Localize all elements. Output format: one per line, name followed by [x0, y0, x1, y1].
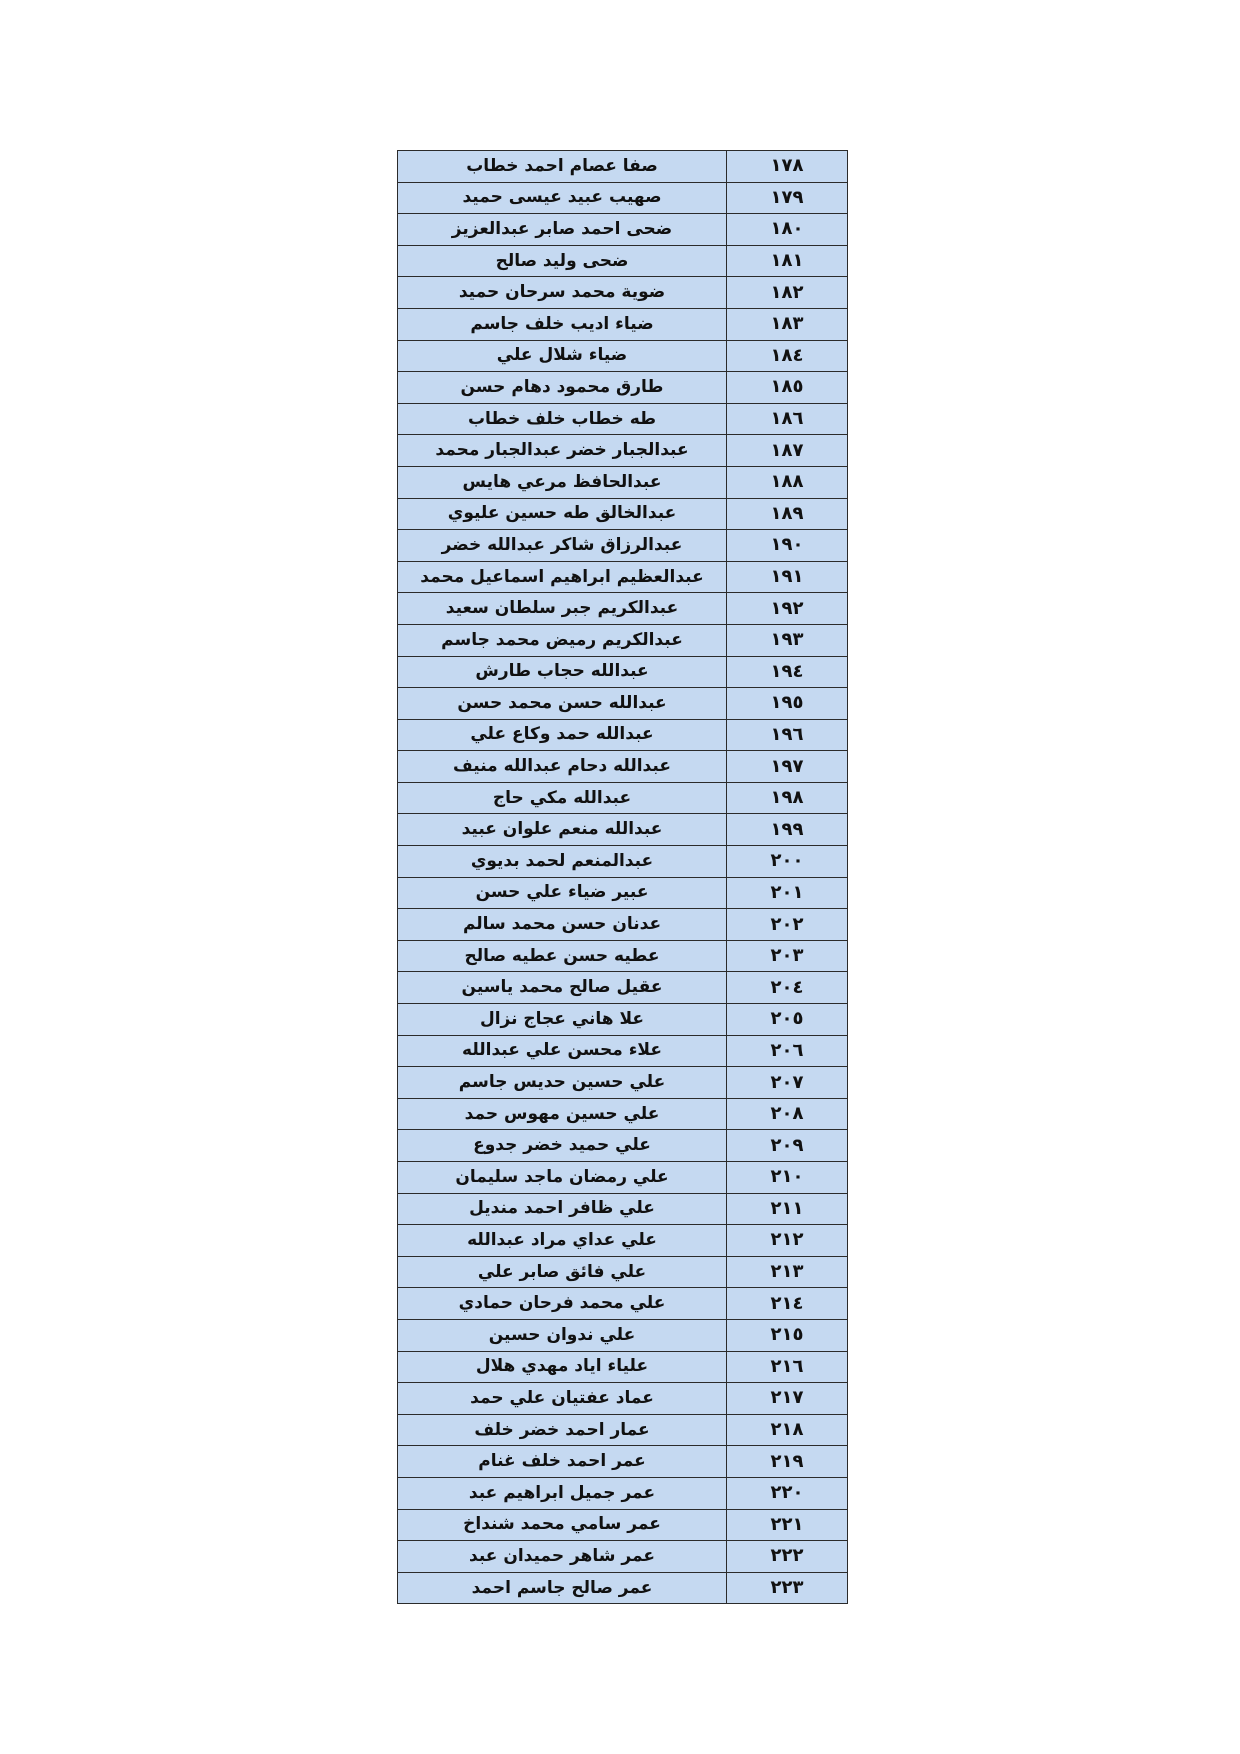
name-cell: عماد عفتيان علي حمد — [398, 1383, 727, 1415]
name-cell: عمر جميل ابراهيم عبد — [398, 1477, 727, 1509]
table-row — [398, 1193, 848, 1225]
table-row — [398, 498, 848, 530]
table-row — [398, 1035, 848, 1067]
name-cell: علي ظافر احمد منديل — [398, 1193, 727, 1225]
number-cell: ١٩٥ — [727, 688, 848, 720]
number-cell: ١٨٣ — [727, 308, 848, 340]
table-row — [398, 593, 848, 625]
number-cell: ٢١٥ — [727, 1319, 848, 1351]
name-cell: عطيه حسن عطيه صالح — [398, 940, 727, 972]
table-row — [398, 719, 848, 751]
table-row — [398, 624, 848, 656]
number-cell: ٢٠٢ — [727, 909, 848, 941]
name-cell: عبدالله مكي حاج — [398, 782, 727, 814]
number-cell: ١٨٧ — [727, 435, 848, 467]
number-cell: ١٩٠ — [727, 530, 848, 562]
number-cell: ٢١٠ — [727, 1162, 848, 1194]
name-cell: عبدالعظيم ابراهيم اسماعيل محمد — [398, 561, 727, 593]
name-cell: عبدالجبار خضر عبدالجبار محمد — [398, 435, 727, 467]
names-table — [397, 150, 848, 1604]
name-cell: علي حميد خضر جدوع — [398, 1130, 727, 1162]
name-cell: علي حسين حديس جاسم — [398, 1067, 727, 1099]
table-row — [398, 1509, 848, 1541]
number-cell: ٢١١ — [727, 1193, 848, 1225]
name-cell: علاء محسن علي عبدالله — [398, 1035, 727, 1067]
number-cell: ١٩٧ — [727, 751, 848, 783]
name-cell: عمر احمد خلف غنام — [398, 1446, 727, 1478]
table-row — [398, 1130, 848, 1162]
name-cell: عبدالله حمد وكاع علي — [398, 719, 727, 751]
number-cell: ١٧٨ — [727, 151, 848, 183]
table-row — [398, 972, 848, 1004]
table-row — [398, 1098, 848, 1130]
table-row — [398, 1162, 848, 1194]
table-row — [398, 1414, 848, 1446]
name-cell: ضوية محمد سرحان حميد — [398, 277, 727, 309]
number-cell: ٢٢٣ — [727, 1572, 848, 1604]
table-row — [398, 1067, 848, 1099]
table-row — [398, 751, 848, 783]
number-cell: ١٨٦ — [727, 403, 848, 435]
name-cell: عبدالحافظ مرعي هايس — [398, 466, 727, 498]
table-row — [398, 1225, 848, 1257]
number-cell: ١٨٤ — [727, 340, 848, 372]
table-row — [398, 561, 848, 593]
number-cell: ٢١٦ — [727, 1351, 848, 1383]
table-row — [398, 372, 848, 404]
name-cell: علا هاني عجاج نزال — [398, 1004, 727, 1036]
name-cell: ضياء شلال علي — [398, 340, 727, 372]
number-cell: ١٩٢ — [727, 593, 848, 625]
table-row — [398, 846, 848, 878]
number-cell: ٢٠٧ — [727, 1067, 848, 1099]
name-cell: علي حسين مهوس حمد — [398, 1098, 727, 1130]
name-cell: علي عداي مراد عبدالله — [398, 1225, 727, 1257]
table-row — [398, 909, 848, 941]
names-table-body — [398, 151, 848, 1604]
number-cell: ٢٠٤ — [727, 972, 848, 1004]
number-cell: ٢٠١ — [727, 877, 848, 909]
number-cell: ١٨٥ — [727, 372, 848, 404]
name-cell: ضحى احمد صابر عبدالعزيز — [398, 214, 727, 246]
name-cell: عبير ضياء علي حسن — [398, 877, 727, 909]
number-cell: ٢١٨ — [727, 1414, 848, 1446]
number-cell: ١٧٩ — [727, 182, 848, 214]
name-cell: عبدالله منعم علوان عبيد — [398, 814, 727, 846]
name-cell: طه خطاب خلف خطاب — [398, 403, 727, 435]
number-cell: ٢١٧ — [727, 1383, 848, 1415]
table-row — [398, 435, 848, 467]
number-cell: ١٩٣ — [727, 624, 848, 656]
name-cell: علياء اياد مهدي هلال — [398, 1351, 727, 1383]
number-cell: ٢٠٠ — [727, 846, 848, 878]
table-row — [398, 403, 848, 435]
table-row — [398, 1446, 848, 1478]
name-cell: عدنان حسن محمد سالم — [398, 909, 727, 941]
number-cell: ١٩٩ — [727, 814, 848, 846]
name-cell: علي محمد فرحان حمادي — [398, 1288, 727, 1320]
name-cell: ضحى وليد صالح — [398, 245, 727, 277]
number-cell: ٢١٩ — [727, 1446, 848, 1478]
table-row — [398, 1383, 848, 1415]
table-row — [398, 1256, 848, 1288]
number-cell: ٢٠٣ — [727, 940, 848, 972]
table-row — [398, 245, 848, 277]
name-cell: عقيل صالح محمد ياسين — [398, 972, 727, 1004]
number-cell: ٢٠٨ — [727, 1098, 848, 1130]
name-cell: عمار احمد خضر خلف — [398, 1414, 727, 1446]
number-cell: ١٨٠ — [727, 214, 848, 246]
name-cell: صفا عصام احمد خطاب — [398, 151, 727, 183]
table-row — [398, 530, 848, 562]
number-cell: ١٩٦ — [727, 719, 848, 751]
table-row — [398, 1319, 848, 1351]
name-cell: عمر صالح جاسم احمد — [398, 1572, 727, 1604]
number-cell: ٢٠٩ — [727, 1130, 848, 1162]
table-row — [398, 308, 848, 340]
number-cell: ١٨٢ — [727, 277, 848, 309]
name-cell: عمر شاهر حميدان عبد — [398, 1541, 727, 1573]
table-row — [398, 277, 848, 309]
name-cell: طارق محمود دهام حسن — [398, 372, 727, 404]
table-row — [398, 814, 848, 846]
table-row — [398, 1004, 848, 1036]
table-row — [398, 151, 848, 183]
table-row — [398, 1288, 848, 1320]
name-cell: عبدالله حجاب طارش — [398, 656, 727, 688]
number-cell: ١٩١ — [727, 561, 848, 593]
name-cell: عبدالخالق طه حسين عليوي — [398, 498, 727, 530]
name-cell: صهيب عبيد عيسى حميد — [398, 182, 727, 214]
table-row — [398, 340, 848, 372]
number-cell: ١٨٨ — [727, 466, 848, 498]
number-cell: ٢١٣ — [727, 1256, 848, 1288]
number-cell: ٢١٢ — [727, 1225, 848, 1257]
name-cell: عبدالكريم جبر سلطان سعيد — [398, 593, 727, 625]
number-cell: ٢٠٦ — [727, 1035, 848, 1067]
number-cell: ٢٢١ — [727, 1509, 848, 1541]
name-cell: عمر سامي محمد شنداخ — [398, 1509, 727, 1541]
table-row — [398, 877, 848, 909]
table-row — [398, 1351, 848, 1383]
name-cell: عبدالله دحام عبدالله منيف — [398, 751, 727, 783]
name-cell: علي رمضان ماجد سليمان — [398, 1162, 727, 1194]
name-cell: عبدالمنعم لحمد بديوي — [398, 846, 727, 878]
number-cell: ٢٢٢ — [727, 1541, 848, 1573]
number-cell: ٢١٤ — [727, 1288, 848, 1320]
table-row — [398, 688, 848, 720]
table-row — [398, 940, 848, 972]
name-cell: علي فائق صابر علي — [398, 1256, 727, 1288]
number-cell: ١٩٨ — [727, 782, 848, 814]
table-row — [398, 466, 848, 498]
number-cell: ٢٠٥ — [727, 1004, 848, 1036]
table-row — [398, 782, 848, 814]
name-cell: عبدالله حسن محمد حسن — [398, 688, 727, 720]
name-cell: عبدالكريم رميض محمد جاسم — [398, 624, 727, 656]
table-row — [398, 182, 848, 214]
name-cell: عبدالرزاق شاكر عبدالله خضر — [398, 530, 727, 562]
table-row — [398, 1477, 848, 1509]
number-cell: ١٨٩ — [727, 498, 848, 530]
table-row — [398, 214, 848, 246]
table-row — [398, 1541, 848, 1573]
table-row — [398, 656, 848, 688]
number-cell: ٢٢٠ — [727, 1477, 848, 1509]
name-cell: علي ندوان حسين — [398, 1319, 727, 1351]
name-cell: ضياء اديب خلف جاسم — [398, 308, 727, 340]
number-cell: ١٩٤ — [727, 656, 848, 688]
table-row — [398, 1572, 848, 1604]
number-cell: ١٨١ — [727, 245, 848, 277]
